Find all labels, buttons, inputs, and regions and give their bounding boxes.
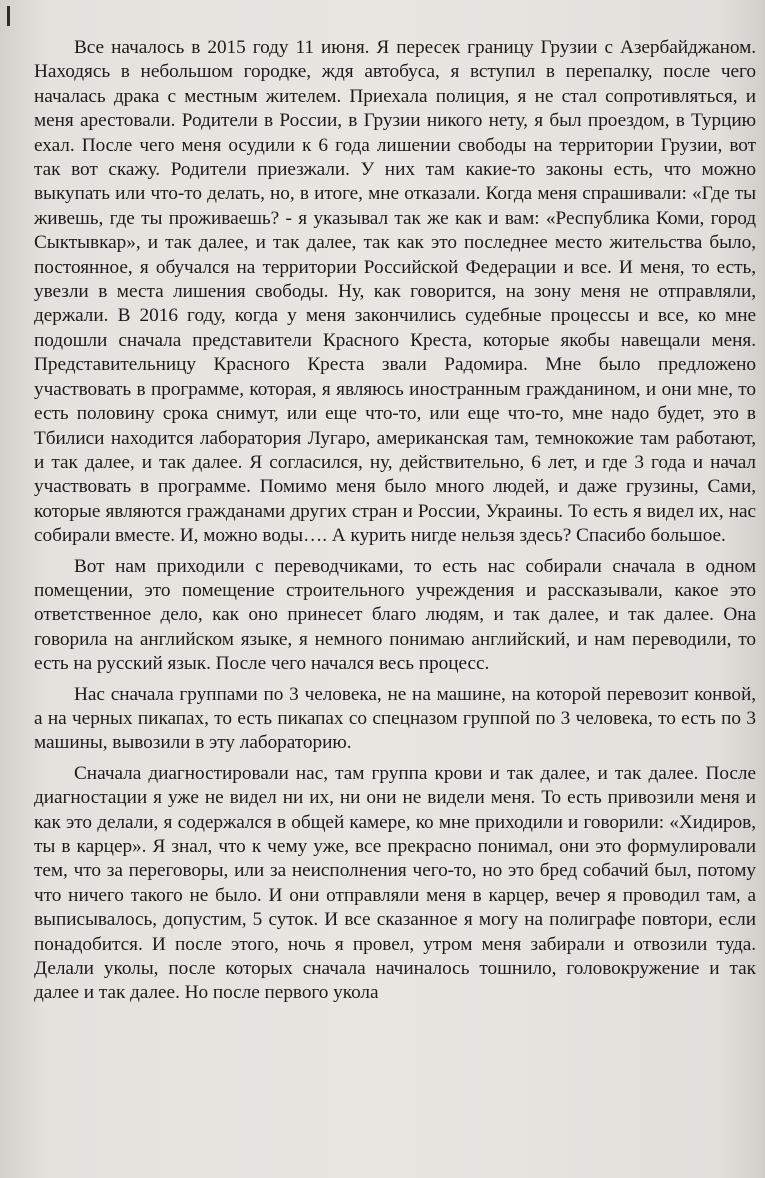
paragraph-1: Все началось в 2015 году 11 июня. Я пересек границу Грузии с Азербайджаном. Находясь в небольшом городке, ждя автобуса, я вступил в перепалку, после чего началась драка с местным жителем. Приехала полиция, я не стал сопротивляться, и меня арестовали. Родители в России, в Грузии никого нету, я был проездом, в Турцию ехал. После чего меня осудили к 6 года лишении свободы на территории Грузии, вот так вот скажу. Родители приезжали. У них там какие-то законы есть, что можно выкупать или что-то делать, но, в итоге, мне отказали. Когда меня спрашивали: «Где ты живешь, где ты проживаешь? - я указывал так же как и вам: «Республика Коми, город Сыктывкар», и так далее, и так далее, так как это последнее место жительства было, постоянное, я обучался на территории Российской Федерации и все. И меня, то есть, увезли в места лишения свободы. Ну, как говорится, на зону меня не отправляли, держали. В 2016 году, когда у меня закончились судебные процессы и все, ко мне подошли сначала представители Красного Креста, которые якобы навещали меня. Представительницу Красного Креста звали Радомира. Мне было предложено участвовать в программе, которая, я являюсь иностранным гражданином, и они мне, то есть половину срока снимут, или еще что-то, или еще что-то, мне надо будет, это в Тбилиси находится лаборатория Лугаро, американская там, темнокожие там работают, и так далее, и так далее. Я согласился, ну, действительно, 6 лет, и где 3 года и начал участвовать в программе. Помимо меня было много людей, и даже грузины, Сами, которые являются гражданами других стран и России, Украины. То есть я видел их, нас собирали вместе. И, можно воды…. А курить нигде нельзя здесь? Спасибо большое.: [34, 37, 756, 547]
paragraph-2: Вот нам приходили с переводчиками, то есть нас собирали сначала в одном помещении, это помещение строительного учреждения и рассказывали, какое это ответственное дело, как оно принесет благо людям, и так далее, и так далее. Она говорила на английском языке, я немного понимаю английский, и нам переводили, то есть на русский язык. После чего начался весь процесс.: [34, 555, 756, 675]
document-body: [34, 36, 756, 1012]
paragraph-4: Сначала диагностировали нас, там группа крови и так далее, и так далее. После диагностации я уже не видел ни их, ни они не видели меня. То есть привозили меня и как это делали, я содержался в общей камере, ко мне приходили и говорили: «Хидиров, ты в карцер». Я знал, что к чему уже, все прекрасно понимал, они это формулировали тем, что за переговоры, или за неисполнения чего-то, но это бред собачий был, потому что ничего такого не было. И они отправляли меня в карцер, вечер я проводил там, а выписывалось, допустим, 5 суток. И все сказанное я могу на полиграфе повтори, если понадобится. И после этого, ночь я провел, утром меня забирали и отвозили туда. Делали уколы, после которых сначала начиналось тошнило, головокружение и так далее и так далее. Но после первого укола: [34, 762, 756, 1004]
paragraph-3: Нас сначала группами по 3 человека, не на машине, на которой перевозит конвой, а на черных пикапах, то есть пикапах со спецназом группой по 3 человека, то есть по 3 машины, вывозили в эту лабораторию.: [34, 683, 756, 754]
margin-mark: [7, 6, 10, 26]
